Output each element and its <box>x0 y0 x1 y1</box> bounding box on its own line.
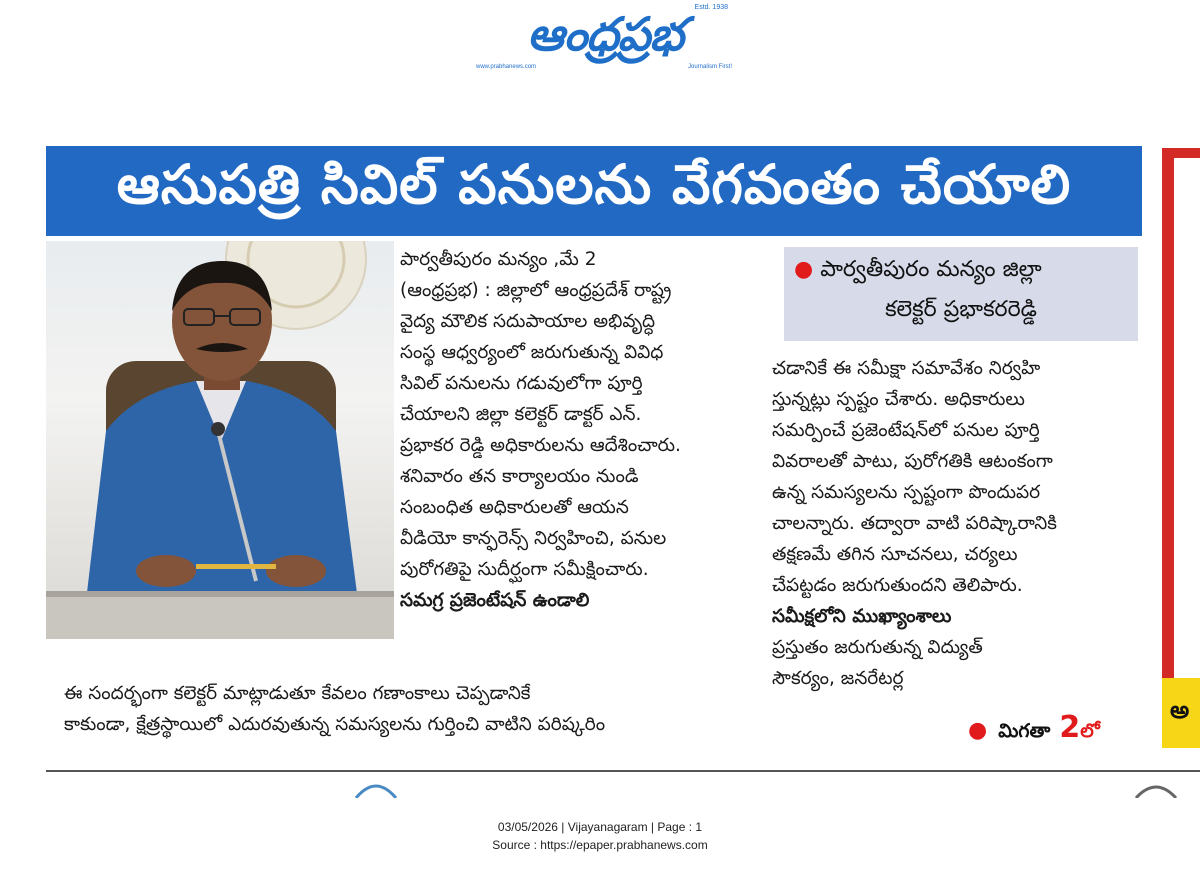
collector-illustration <box>46 241 394 639</box>
article-line: చేపట్టడం జరుగుతుందని తెలిపారు. <box>772 575 1023 596</box>
callout-text-1: పార్వతీపురం మన్యం జిల్లా <box>820 257 1042 282</box>
continued-label: మిగతా <box>998 720 1051 742</box>
article-line: సంస్థ ఆధ్వర్యంలో జరుగుతున్న వివిధ <box>400 342 664 363</box>
article-line: వీడియో కాన్ఫరెన్స్ నిర్వహించి, పనుల <box>400 528 667 549</box>
article-line: వైద్య మౌలిక సదుపాయాల అభివృద్ధి <box>400 311 656 332</box>
ad-white-panel <box>1174 158 1200 678</box>
article-wide-lines <box>64 678 764 740</box>
article-column-2 <box>772 353 1152 694</box>
article-line: తక్షణమే తగిన సూచనలు, చర్యలు <box>772 544 1018 565</box>
footer-date-edition: 03/05/2026 | Vijayanagaram | Page : 1 <box>497 820 703 834</box>
article-line: స్తున్నట్లు స్పష్టం చేశారు. అధికారులు <box>772 389 1025 410</box>
continued-on-page <box>968 710 1100 747</box>
article-line: వివరాలతో పాటు, పురోగతికి ఆటంకంగా <box>772 451 1053 472</box>
ad-letter: అ <box>1170 696 1190 724</box>
newspaper-logo: ఆంధ్రప్రభ <box>527 7 683 61</box>
callout-line-2: కలెక్టర్ ప్రభాకరరెడ్డి <box>885 297 1037 322</box>
article-line: సంబంధిత అధికారులతో ఆయన <box>400 497 629 518</box>
article-line: ఈ సందర్భంగా కలెక్టర్ మాట్లాడుతూ కేవలం గణాంకాలు చెప్పడానికే <box>64 683 531 704</box>
established-label: Estd. 1938 <box>694 4 728 11</box>
footer-source: Source : https://epaper.prabhanews.com <box>492 838 708 852</box>
next-article-strip <box>46 770 1200 798</box>
article-line: శనివారం తన కార్యాలయం నుండి <box>400 466 639 487</box>
callout-line-1 <box>794 257 1042 287</box>
article-line: చాలన్నారు. తద్వారా వాటి పరిష్కారానికి <box>772 513 1057 534</box>
article-column-1 <box>400 244 760 616</box>
article-line: పార్వతీపురం మన్యం ,మే 2 <box>400 249 597 270</box>
article-line: సమర్పించే ప్రజెంటేషన్‌లో పనుల పూర్తి <box>772 420 1040 441</box>
highlight-callout <box>784 247 1138 341</box>
side-advertisement <box>1162 148 1200 748</box>
article-line: పురోగతిపై సుదీర్ఘంగా సమీక్షించారు. <box>400 559 649 580</box>
headline-text: ఆసుపత్రి సివిల్ పనులను వేగవంతం చేయాలి <box>116 152 1072 216</box>
continued-suffix: లో <box>1080 720 1100 742</box>
article-subhead: సమీక్షలోని ముఖ్యాంశాలు <box>772 606 952 627</box>
headline-banner <box>46 146 1142 236</box>
continued-page-number: 2 <box>1059 710 1081 745</box>
article-line: (ఆంధ్రప్రభ) : జిల్లాలో ఆంధ్రప్రదేశ్ రాష్ట్ర <box>400 280 672 301</box>
article-line: చేయాలని జిల్లా కలెక్టర్ డాక్టర్ ఎన్. <box>400 404 642 425</box>
article-line: ప్రభాకర రెడ్డి అధికారులను ఆదేశించారు. <box>400 435 681 456</box>
cut-off-illustration <box>46 772 1200 798</box>
article-subhead: సమగ్ర ప్రజెంటేషన్ ఉండాలి <box>400 590 590 611</box>
article-line: సివిల్ పనులను గడువులోగా పూర్తి <box>400 373 643 394</box>
bullet-icon: ● <box>968 718 988 743</box>
article-line: ప్రస్తుతం జరుగుతున్న విద్యుత్ <box>772 637 983 658</box>
masthead <box>440 4 770 76</box>
website-label: www.prabhanews.com <box>476 64 537 70</box>
article-line: చడానికే ఈ సమీక్షా సమావేశం నిర్వహి <box>772 358 1041 379</box>
article-line: సౌకర్యం, జనరేటర్ల <box>772 668 904 689</box>
tagline-label: Journalism First! <box>687 64 732 70</box>
article-line: కాకుండా, క్షేత్రస్థాయిలో ఎదురవుతున్న సమస్యలను గుర్తించి వాటిని పరిష్కరిం <box>64 714 606 735</box>
article-line: ఉన్న సమస్యలను స్పష్టంగా పొందుపర <box>772 482 1041 503</box>
collector-photo <box>46 241 394 639</box>
bullet-icon: ● <box>794 257 814 282</box>
